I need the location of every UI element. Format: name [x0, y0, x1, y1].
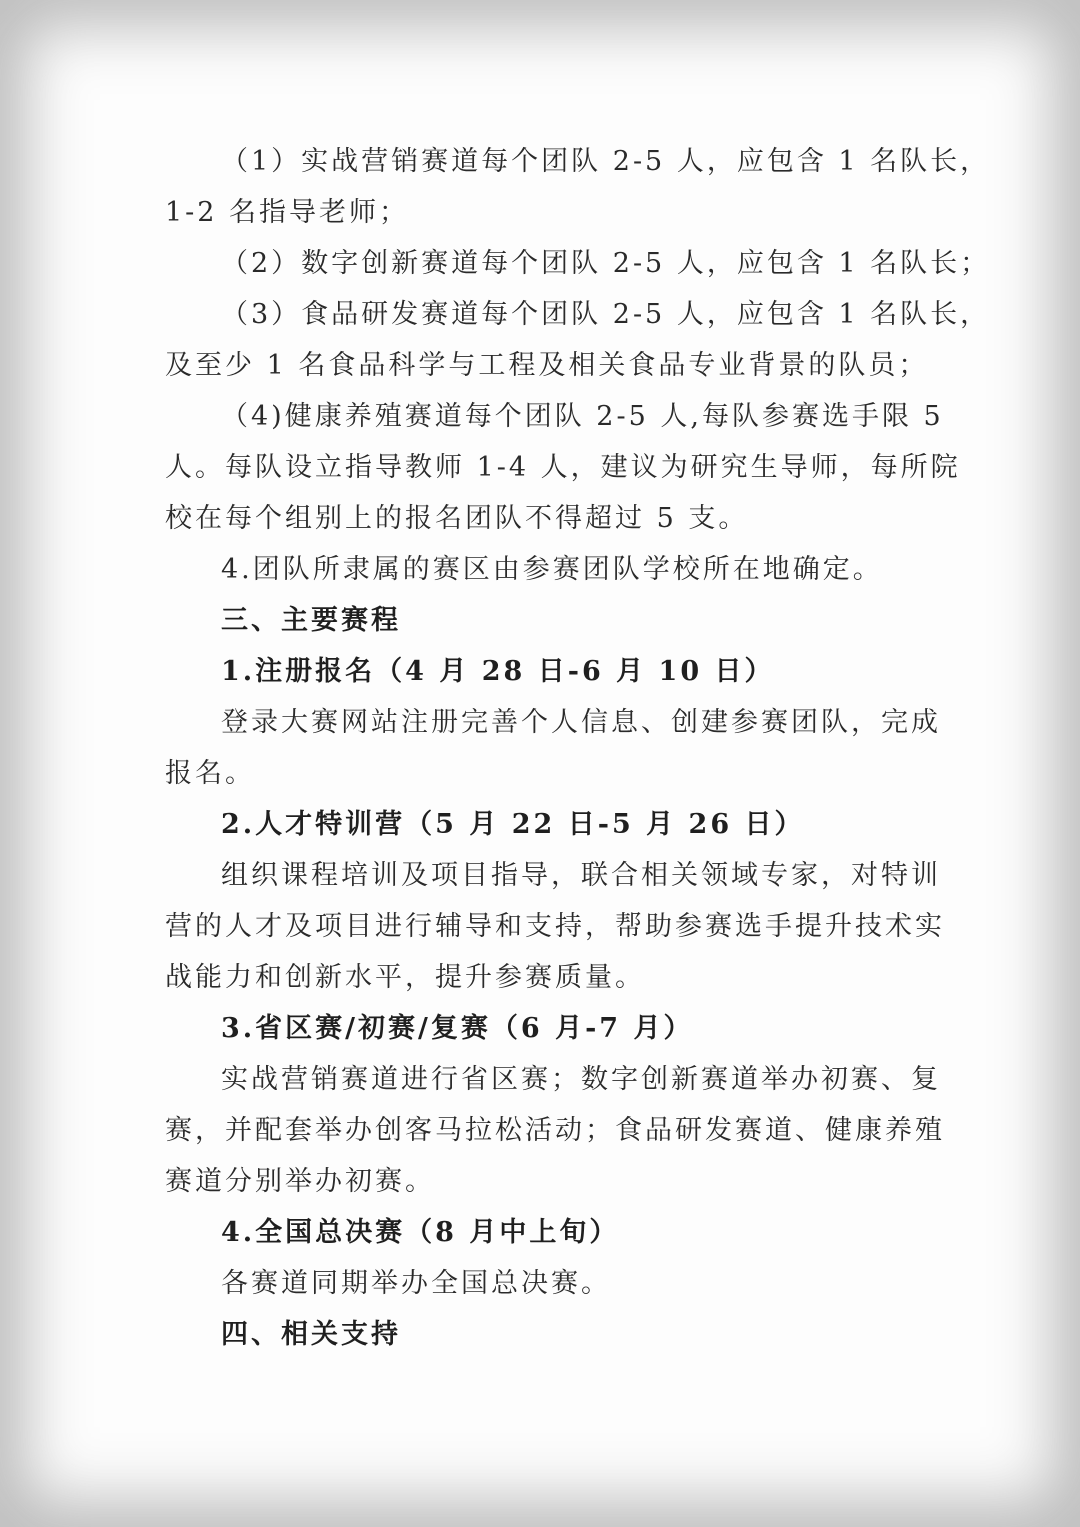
text-line: （4)健康养殖赛道每个团队 2-5 人,每队参赛选手限 5: [221, 401, 944, 432]
text-line: 战能力和创新水平，提升参赛质量。: [165, 962, 645, 993]
text-line: （1）实战营销赛道每个团队 2-5 人，应包含 1 名队长，: [221, 146, 991, 177]
text-line: （2）数字创新赛道每个团队 2-5 人，应包含 1 名队长；: [221, 248, 991, 279]
text-line: 登录大赛网站注册完善个人信息、创建参赛团队，完成: [221, 707, 941, 738]
subheading-preliminary: [165, 1003, 917, 1054]
heading-text: 四、相关支持: [221, 1319, 401, 1350]
document-body: [165, 136, 991, 1360]
paragraph-track-digital: [165, 238, 991, 289]
paragraph-track-breeding: [165, 391, 961, 544]
subheading-registration: [165, 646, 917, 697]
text-line: 赛，并配套举办创客马拉松活动；食品研发赛道、健康养殖: [165, 1115, 945, 1146]
subheading-text: 1.注册报名（4 月 28 日-6 月 10 日）: [221, 656, 775, 687]
text-line: 报名。: [165, 758, 255, 789]
text-line: 1-2 名指导老师；: [165, 197, 410, 228]
text-line: 校在每个组别上的报名团队不得超过 5 支。: [165, 503, 749, 534]
paragraph-preliminary: [165, 1054, 945, 1207]
text-line: 营的人才及项目进行辅导和支持，帮助参赛选手提升技术实: [165, 911, 945, 942]
text-line: 4.团队所隶属的赛区由参赛团队学校所在地确定。: [221, 554, 883, 585]
text-line: 赛道分别举办初赛。: [165, 1166, 435, 1197]
text-line: （3）食品研发赛道每个团队 2-5 人，应包含 1 名队长，: [221, 299, 991, 330]
text-line: 实战营销赛道进行省区赛；数字创新赛道举办初赛、复: [221, 1064, 941, 1095]
text-line: 人。每队设立指导教师 1-4 人，建议为研究生导师，每所院: [165, 452, 961, 483]
subheading-text: 3.省区赛/初赛/复赛（6 月-7 月）: [221, 1013, 694, 1044]
heading-text: 三、主要赛程: [221, 605, 401, 636]
paragraph-division-rule: [165, 544, 917, 595]
paragraph-registration: [165, 697, 941, 799]
subheading-text: 2.人才特训营（5 月 22 日-5 月 26 日）: [221, 809, 805, 840]
paragraph-national-final: [165, 1258, 917, 1309]
text-line: 组织课程培训及项目指导，联合相关领域专家，对特训: [221, 860, 941, 891]
subheading-text: 4.全国总决赛（8 月中上旬）: [221, 1217, 620, 1248]
section-heading-support: [165, 1309, 917, 1360]
text-line: 各赛道同期举办全国总决赛。: [221, 1268, 611, 1299]
section-heading-schedule: [165, 595, 917, 646]
subheading-training-camp: [165, 799, 917, 850]
subheading-national-final: [165, 1207, 917, 1258]
paragraph-track-marketing: [165, 136, 991, 238]
text-line: 及至少 1 名食品科学与工程及相关食品专业背景的队员；: [165, 350, 929, 381]
paragraph-track-food: [165, 289, 991, 391]
paragraph-training-camp: [165, 850, 945, 1003]
